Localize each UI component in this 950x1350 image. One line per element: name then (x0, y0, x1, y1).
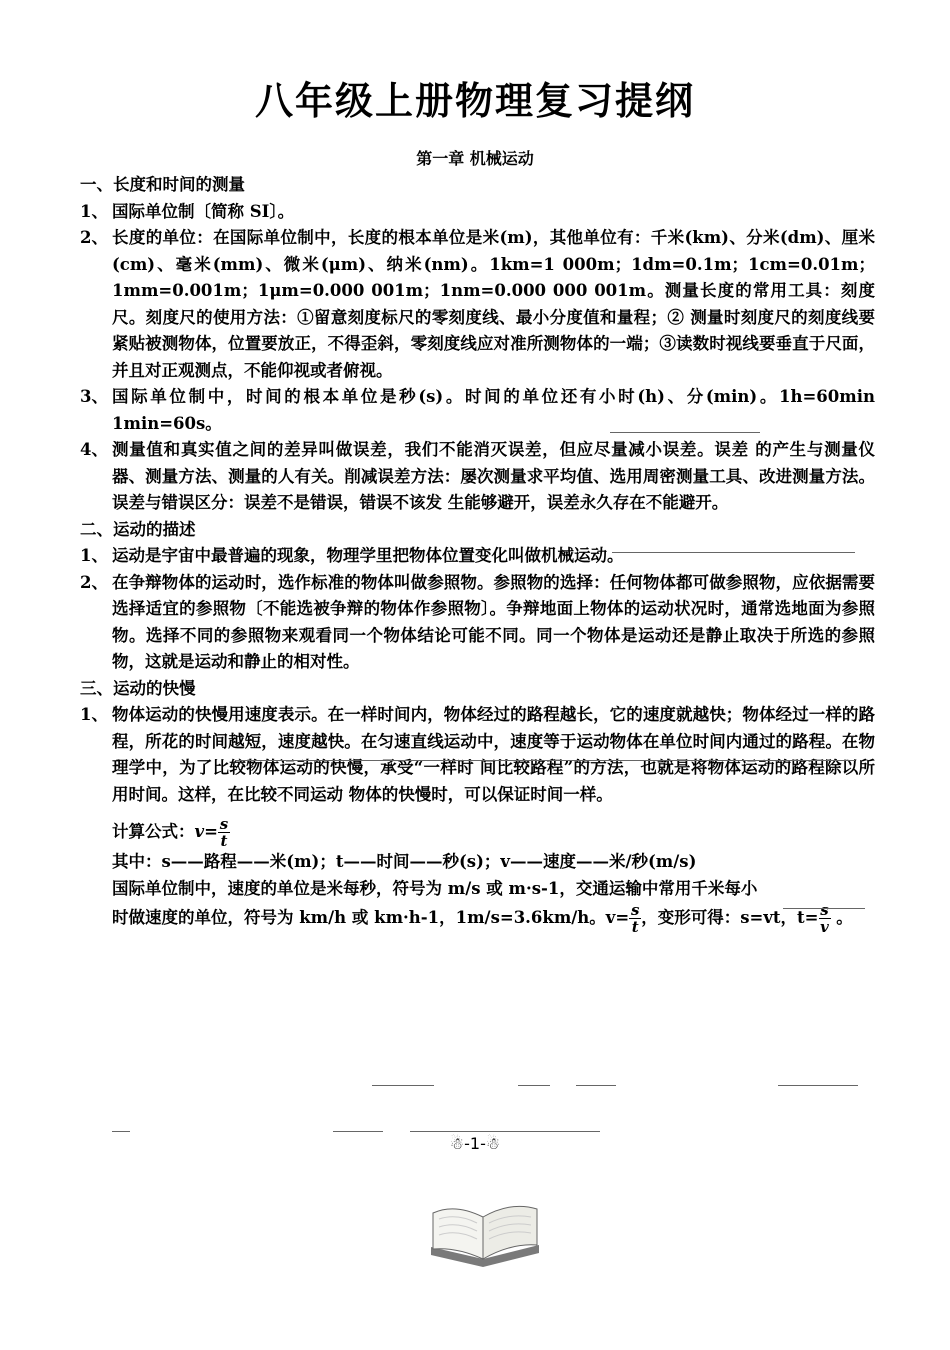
underline-rule (612, 552, 855, 553)
v-fraction (629, 902, 641, 935)
section-heading: 一、长度和时间的测量 (80, 175, 245, 194)
item-number: 1、 (80, 705, 108, 724)
t-fraction (819, 902, 831, 935)
underline-rule (610, 432, 760, 433)
section-heading: 三、运动的快慢 (80, 678, 196, 698)
fraction-numerator: s (820, 901, 829, 919)
fraction-denominator: v (820, 918, 829, 936)
underline-rule (333, 1131, 383, 1132)
item-text: 国际单位制中，时间的根本单位是秒(s)。时间的单位还有小时(h)、分(min)。1h=60min 1min=60s。 (112, 387, 875, 433)
item-text: 运动是宇宙中最普遍的现象，物理学里把物体位置变化叫做机械运动。 (112, 546, 624, 565)
document-body (80, 172, 875, 935)
unit-text-line: 国际单位制中，速度的单位是米每秒，符号为 m/s 或 m·s-1，交通运输中常用千米每小 (112, 878, 758, 898)
section-heading: 二、运动的描述 (80, 519, 196, 539)
list-item (80, 702, 875, 808)
item-number: 3、 (80, 387, 108, 406)
formula-lhs: v= (194, 822, 218, 841)
list-item (80, 570, 875, 676)
item-number: 2、 (80, 228, 108, 247)
item-text: 物体运动的快慢用速度表示。在一样时间内，物体经过的路程越长，它的速度就越快；物体经过一样的路程，所花的时间越短，速度越快。在匀速直线运动中，速度等于运动物体在单位时间内通过的路程。在物理学中，为了比较物体运动的快慢，承受“一样时 间比较路程”的方法，也就是将物体运动的路程除以所用时间。这样，在比较不同运动 物体的快慢时，可以保证时间一样。 (112, 705, 875, 804)
unit-text-part: 。 (830, 908, 853, 927)
underline-rule (112, 1131, 130, 1132)
fraction-numerator: s (631, 901, 640, 919)
document-title: 八年级上册物理复习提纲 (254, 79, 695, 123)
underline-rule (410, 1131, 600, 1132)
unit-text-part: 时做速度的单位，符号为 km/h 或 km·h-1，1m/s=3.6km/h。v= (112, 908, 630, 927)
list-item (80, 384, 875, 437)
unit-text-part: ，变形可得：s=vt，t= (641, 908, 819, 927)
item-text: 在争辩物体的运动时，选作标准的物体叫做参照物。参照物的选择：任何物体都可做参照物，应依据需要选择适宜的参照物〔不能选被争辩的物体作参照物〕。争辩地面上物体的运动状况时，通常选地面为参照物。选择不同的参照物来观看同一个物体结论可能不同。同一个物体是运动还是静止取决于所选的参照物，这就是运动和静止的相对性。 (112, 572, 875, 671)
fraction-denominator: t (631, 918, 639, 936)
item-number: 1、 (80, 201, 108, 221)
underline-rule (518, 1085, 550, 1086)
page-number: ☃-1-☃ (449, 1134, 501, 1153)
item-text: 测量值和真实值之间的差异叫做误差，我们不能消灭误差，但应尽量减小误差。误差 的产生与测量仪器、测量方法、测量的人有关。削减误差方法：屡次测量求平均值、选用周密测量工具、改进测量方法。误差与错误区分：误差不是错误，错误不该发 生能够避开，误差永久存在不能避开。 (112, 440, 875, 512)
open-book-icon (425, 1195, 545, 1270)
item-number: 2、 (80, 572, 108, 592)
formula-line (80, 816, 875, 849)
underline-rule (778, 1085, 858, 1086)
formula-where: 其中：s——路程——米(m)；t——时间——秒(s)；v——速度——米/秒(m/s) (112, 852, 697, 871)
chapter-heading: 第一章 机械运动 (416, 149, 534, 168)
underline-rule (372, 1085, 434, 1086)
unit-text-line-2 (80, 902, 875, 935)
fraction-numerator: s (219, 815, 229, 833)
item-number: 1、 (80, 546, 108, 565)
item-text: 长度的单位：在国际单位制中，长度的根本单位是米(m)，其他单位有：千米(km)、分米(dm)、厘米(cm)、毫米(mm)、微米(μm)、纳米(nm)。1km=1 000m；1dm=0.1m；1cm=0.01m；1mm=0.001m；1μm=0.000 001m；1nm=0.000 000 001m。测量长度的常用工具：刻度尺。刻度尺的使用方法：①留意刻度标尺的零刻度线、最小分度值和量程；② 测量时刻度尺的刻度线要紧贴被测物体，位置要放正，不得歪斜，零刻度线应对准所测物体的一端；③读数时视线要垂直于尺面，并且对正观测点，不能仰视或者俯视。 (112, 228, 875, 380)
item-number: 4、 (80, 440, 108, 459)
underline-rule (576, 1085, 616, 1086)
list-item (80, 225, 875, 384)
underline-rule (235, 760, 855, 761)
formula-fraction (218, 816, 230, 849)
list-item (80, 199, 875, 226)
list-item (80, 543, 875, 570)
fraction-denominator: t (220, 832, 228, 850)
item-text: 国际单位制〔简称 SI〕。 (112, 201, 295, 221)
formula-label: 计算公式： (112, 822, 195, 841)
underline-rule (783, 908, 865, 909)
list-item (80, 437, 875, 517)
